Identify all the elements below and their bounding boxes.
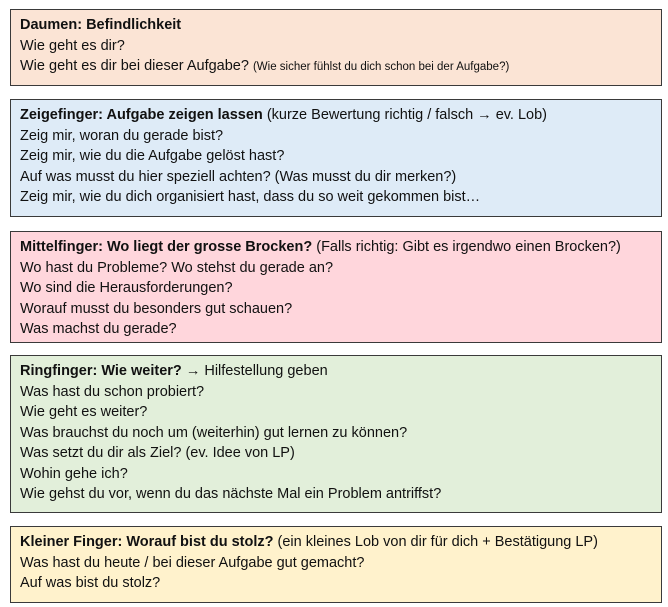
section-note: (kurze Bewertung richtig / falsch → ev. Lob) [266,107,548,123]
section-title: Zeigefinger: Aufgabe zeigen lassen [20,107,263,123]
section-title: Mittelfinger: Wo liegt der grosse Brocken? [20,239,313,255]
section-heading [20,15,652,36]
section-note: (ein kleines Lob von dir für dich + Bestätigung LP) [277,534,598,550]
question-line: Zeig mir, wie du die Aufgabe gelöst hast? [20,148,285,164]
question-line: Wo hast du Probleme? Wo stehst du gerade an? [20,259,334,276]
section-zeigefinger [10,99,662,217]
question-line: Auf was musst du hier speziell achten? (Was musst du dir merken?) [20,168,457,185]
section-note: → Hilfestellung geben [185,363,328,379]
question-line: Was brauchst du noch um (weiterhin) gut lernen zu können? [20,424,408,441]
section-title: Ringfinger: Wie weiter? [20,363,182,379]
question-line: Wie gehst du vor, wenn du das nächste Mal ein Problem antriffst? [20,486,442,502]
section-heading [20,532,652,553]
question-line: Wie geht es dir? [20,37,125,54]
section-note: (Falls richtig: Gibt es irgendwo einen Brocken?) [316,239,621,255]
question-line: Was setzt du dir als Ziel? (ev. Idee von LP) [20,445,295,461]
section-kleiner-finger [10,526,662,603]
question-text: Wie geht es dir bei dieser Aufgabe? [20,58,249,74]
section-title: Daumen: Befindlichkeit [20,17,182,33]
section-daumen [10,9,662,86]
section-mittelfinger [10,231,662,343]
section-heading [20,105,652,126]
question-line: Was hast du schon probiert? [20,383,205,400]
section-heading [20,237,652,258]
question-line: Wo sind die Herausforderungen? [20,280,233,296]
question-line: Auf was bist du stolz? [20,575,161,591]
question-line: Worauf musst du besonders gut schauen? [20,300,293,317]
question-line: Zeig mir, woran du gerade bist? [20,127,224,144]
question-line: Wie geht es weiter? [20,404,148,420]
question-line: Was machst du gerade? [20,321,177,337]
section-title: Kleiner Finger: Worauf bist du stolz? [20,534,274,550]
question-line: Was hast du heute / bei dieser Aufgabe gut gemacht? [20,554,365,571]
question-line [20,56,652,78]
question-note: (Wie sicher fühlst du dich schon bei der Aufgabe?) [252,61,510,73]
question-line: Wohin gehe ich? [20,465,128,482]
section-heading [20,361,652,382]
question-line: Zeig mir, wie du dich organisiert hast, dass du so weit gekommen bist… [20,189,481,205]
section-ringfinger [10,355,662,513]
